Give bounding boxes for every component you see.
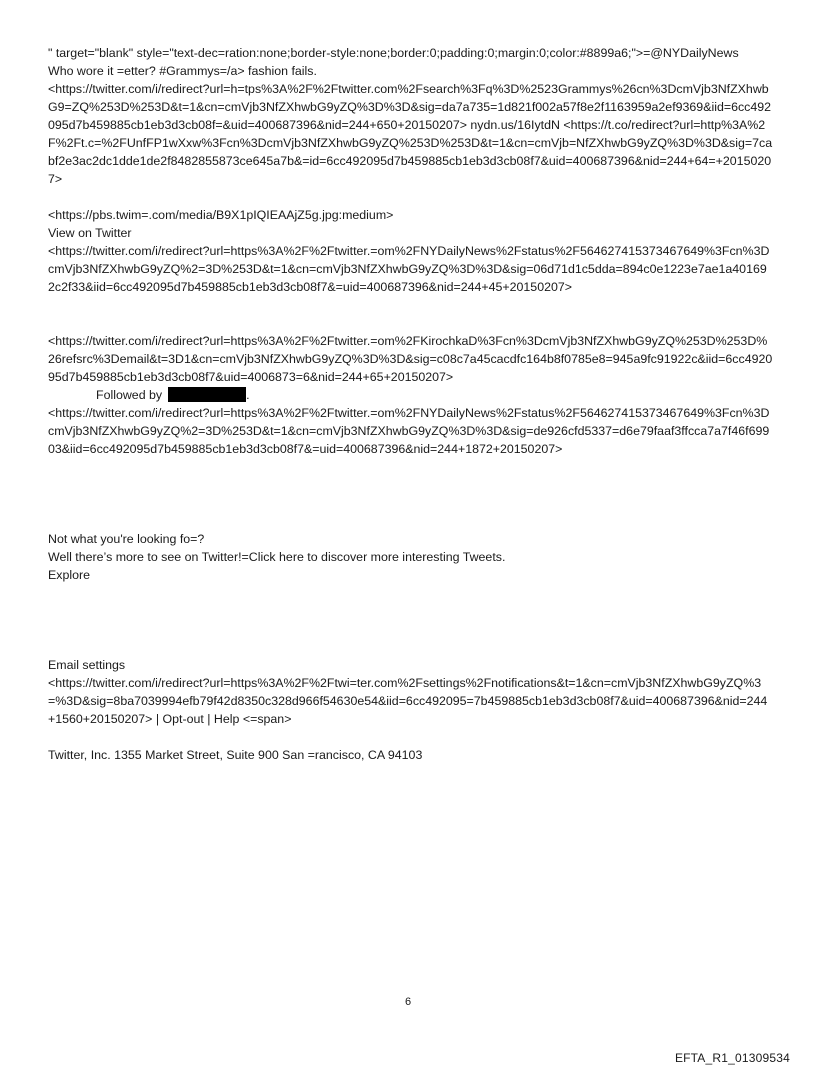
company-address: Twitter, Inc. 1355 Market Street, Suite 900 San =rancisco, CA 94103 [48,748,423,762]
followed-by-suffix: . [246,388,250,402]
followed-by-line [48,386,773,404]
more-to-see-text[interactable]: Well there’s more to see on Twitter!=Click here to discover more interesting Tweets. [48,550,506,564]
view-on-twitter-block [48,224,773,296]
page-number: 6 [404,996,412,1008]
email-settings-label[interactable]: Email settings [48,658,126,672]
view-on-twitter-label[interactable]: View on Twitter [48,226,132,240]
redaction-box [168,387,246,402]
followed-by-label: Followed by [96,388,163,402]
profile-link[interactable]: <https://twitter.com/i/redirect?url=https%3A%2F%2Ftwitter.=om%2FKirochkaD%3Fcn%3DcmVjb3NfZXhwbG9yZQ%253D%253D%26refsrc%3Demail&t=3D1&cn=cmVjb3NfZXhwbG9yZQ%3D%3D&sig=c08c7a45cacdfc164b8f0785e8=945a9fc91922c&iid=6cc492095d7b459885cb1eb3d3cb08f7&uid=4006873=6&nid=244+65+20150207> [48,334,773,384]
email-settings-block [48,656,773,728]
view-on-twitter-link[interactable]: <https://twitter.com/i/redirect?url=https%3A%2F%2Ftwitter.=om%2FNYDailyNews%2Fstatus%2F564627415373467649%3Fcn%3DcmVjb3NfZXhwbG9yZQ%2=3D%253D&t=1&cn=cmVjb3NfZXhwbG9yZQ%3D%3D&sig=06d71d1c5dda=894c0e1223e7ae1a401692c2f33&iid=6cc492095d7b459885cb1eb3d3cb08f7&=uid=400687396&nid=244+45+20150207> [48,244,770,294]
image-link[interactable]: <https://pbs.twim=.com/media/B9X1pIQIEAAjZ5g.jpg:medium> [48,208,394,222]
explore-link[interactable]: Explore [48,568,91,582]
email-settings-link[interactable]: <https://twitter.com/i/redirect?url=https%3A%2F%2Ftwi=ter.com%2Fsettings%2Fnotifications&t=1&cn=cmVjb3NfZXhwbG9yZQ%3=%3D&sig=8ba7039994efb79f42d8350c328d966f54630e54&iid=6cc492095=7b459885cb1eb3d3cb08f7&uid=400687396&nid=244+1560+20150207> | Opt-out | Help <=span> [48,676,768,726]
search-link[interactable]: <https://twitter.com/i/redirect?url=h=tps%3A%2F%2Ftwitter.com%2Fsearch%3Fq%3D%2523Grammys%26cn%3DcmVjb3NfZXhwbG9=ZQ%253D%253D&t=1&cn=cmVjb3NfZXhwbG9yZQ%3D%3D&sig=da7a735=1d821f002a57f8e2f1163959a2ef9369&iid=6cc492095d7b459885cb1eb3d3cb08f=&uid=400687396&nid=244+650+20150207> nydn.us/16IytdN <https://t.co/redirect?url=http%3A%2F%2Ft.c=%2FUnfFP1wXxw%3Fcn%3DcmVjb3NfZXhwbG9yZQ%253D%253D&t=1&cn=cmVjb=NfZXhwbG9yZQ%3D%3D&sig=7cabf2e3ac2dc1dde1de2f8482855873ce645a7b&=id=6cc492095d7b459885cb1eb3d3cb08f7&uid=400687396&nid=244+64=+20150207> [48,82,773,186]
email-document [48,44,773,764]
tweet-text: Who wore it =etter? #Grammys=/a> fashion fails. [48,64,317,78]
profile-block [48,332,773,458]
not-looking-text: Not what you're looking fo=? [48,532,205,546]
status-link[interactable]: <https://twitter.com/i/redirect?url=https%3A%2F%2Ftwitter.=om%2FNYDailyNews%2Fstatus%2F564627415373467649%3Fcn%3DcmVjb3NfZXhwbG9yZQ%2=3D%253D&t=1&cn=cmVjb3NfZXhwbG9yZQ%3D%3D&sig=de926cfd5337=d6e79faaf3ffcca7a7f46f69903&iid=6cc492095d7b459885cb1eb3d3cb08f7&=uid=400687396&nid=244+1872+20150207> [48,406,770,456]
bates-number: EFTA_R1_01309534 [674,1051,790,1065]
html-fragment-text: " target="blank" style="text-dec=ration:none;border-style:none;border:0;padding:0;margin:0;color:#8899a6;">=@NYDailyNews [48,46,739,60]
tweet-block [48,62,773,188]
